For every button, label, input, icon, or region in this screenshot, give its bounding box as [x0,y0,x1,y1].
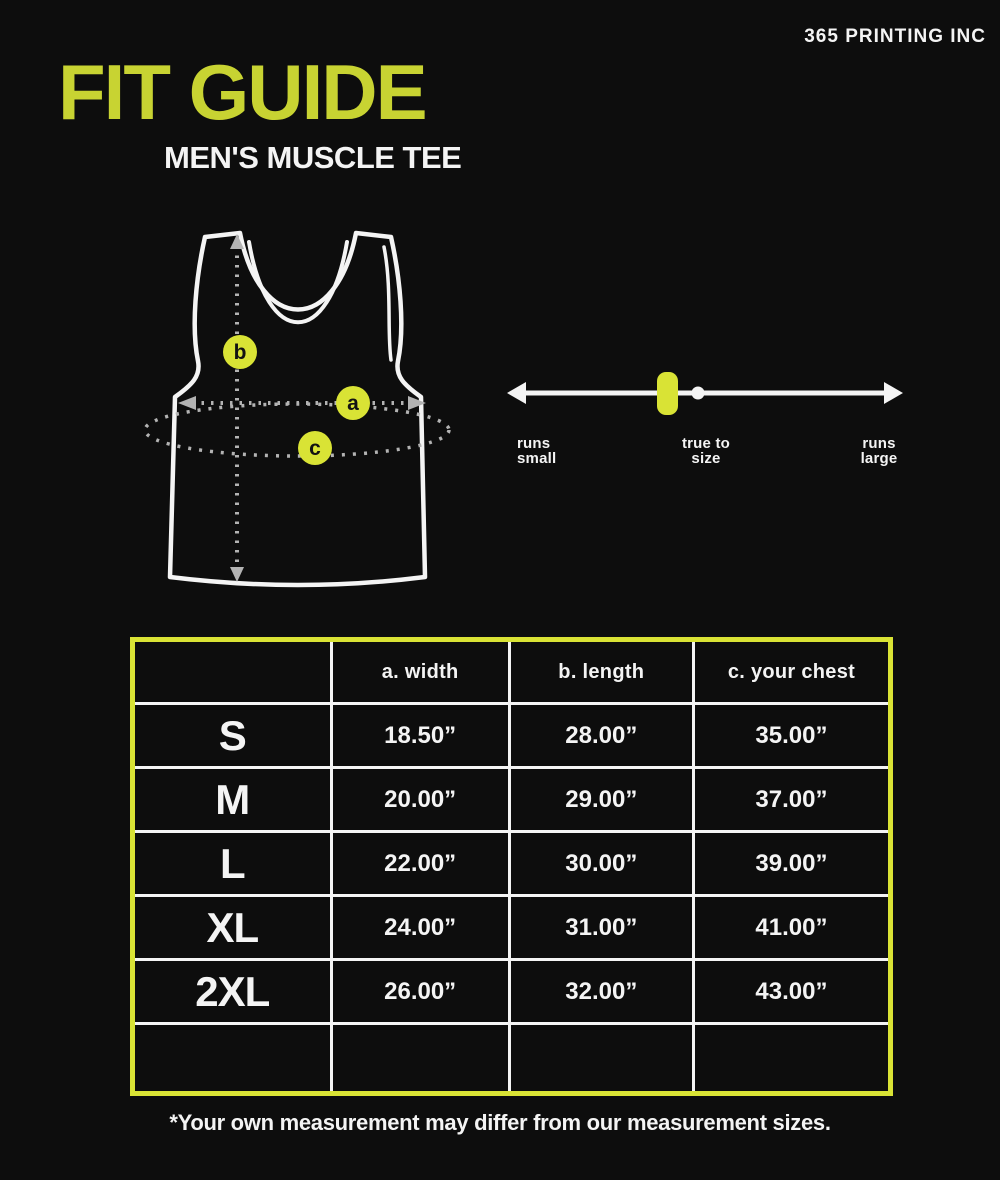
size-label: XL [133,896,332,960]
length-value: 30.00” [509,832,693,896]
table-row-s [133,704,891,768]
size-table [130,637,893,1096]
width-value: 18.50” [331,704,509,768]
chest-value: 37.00” [693,768,890,832]
width-value: 22.00” [331,832,509,896]
muscle-tee-diagram [130,215,470,595]
page-subtitle: MEN'S MUSCLE TEE [164,140,462,175]
size-label [133,1024,332,1094]
chest-measure-ellipse [145,404,449,456]
scale-label-runs-large: runs large [860,435,898,467]
chest-value [693,1024,890,1094]
width-arrowhead-left [178,396,196,410]
true-to-size-marker [657,372,678,415]
header-length: b. length [509,640,693,704]
width-value: 20.00” [331,768,509,832]
marker-b-label: b [233,340,247,364]
footnote: *Your own measurement may differ from our measurement sizes. [169,1110,831,1135]
size-table-header-row [133,640,891,704]
marker-a [336,386,370,420]
table-row-m [133,768,891,832]
size-label: 2XL [133,960,332,1024]
length-value: 29.00” [509,768,693,832]
marker-b [223,335,257,369]
header-width: a. width [331,640,509,704]
table-row-2xl [133,960,891,1024]
chest-value: 39.00” [693,832,890,896]
scale-label-runs-small: runs small [517,435,557,467]
scale-arrowhead-right [884,382,903,404]
armhole-seam-line [384,247,391,360]
size-label: M [133,768,332,832]
table-row-xl [133,896,891,960]
chest-value: 35.00” [693,704,890,768]
scale-label-true-to-size: true to size [681,435,731,467]
scale-arrowhead-left [507,382,526,404]
marker-c-label: c [309,436,321,460]
length-value: 28.00” [509,704,693,768]
header-chest: c. your chest [693,640,890,704]
table-row-empty [133,1024,891,1094]
chest-value: 43.00” [693,960,890,1024]
length-value [509,1024,693,1094]
width-value [331,1024,509,1094]
brand-name: 365 PRINTING INC [804,26,986,47]
fit-scale [500,355,910,435]
length-value: 32.00” [509,960,693,1024]
scale-center-dot [692,387,705,400]
chest-value: 41.00” [693,896,890,960]
width-value: 24.00” [331,896,509,960]
length-value: 31.00” [509,896,693,960]
size-label: L [133,832,332,896]
size-label: S [133,704,332,768]
width-value: 26.00” [331,960,509,1024]
page-title: FIT GUIDE [58,48,426,136]
marker-a-label: a [347,391,359,415]
header-size [133,640,332,704]
marker-c [298,431,332,465]
table-row-l [133,832,891,896]
length-arrowhead-down [230,567,244,582]
